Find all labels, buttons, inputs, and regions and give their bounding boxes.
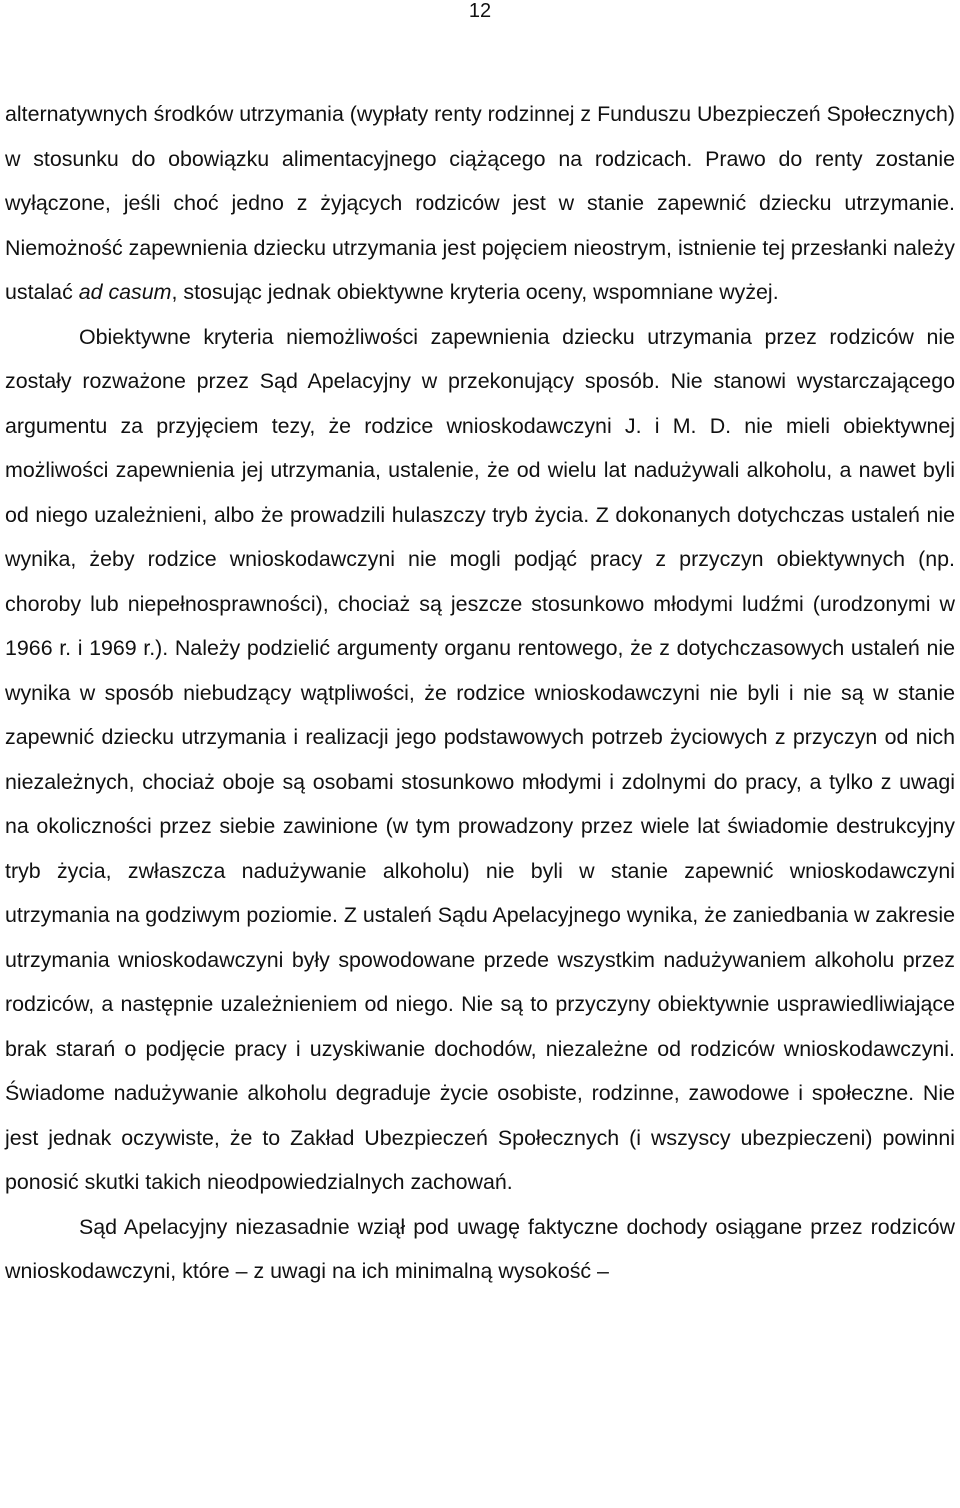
paragraph-1 — [5, 92, 955, 315]
document-body — [5, 92, 955, 1294]
paragraph-1-text-end: , stosując jednak obiektywne kryteria oceny, wspomniane wyżej. — [171, 280, 779, 304]
page-number: 12 — [468, 0, 492, 22]
latin-phrase: ad casum — [78, 280, 172, 304]
paragraph-1-text-start: alternatywnych środków utrzymania (wypłaty renty rodzinnej z Funduszu Ubezpieczeń Społecznych) w stosunku do obowiązku alimentacyjnego ciążącego na rodzicach. Prawo do renty zostanie wyłączone, jeśli choć jedno z żyjących rodziców jest w stanie zapewnić dziecku utrzymanie. Niemożność zapewnienia dziecku utrzymania jest pojęciem nieostrym, istnienie tej przesłanki należy ustalać — [5, 102, 955, 304]
paragraph-2: Obiektywne kryteria niemożliwości zapewnienia dziecku utrzymania przez rodziców nie zostały rozważone przez Sąd Apelacyjny w przekonujący sposób. Nie stanowi wystarczającego argumentu za przyjęciem tezy, że rodzice wnioskodawczyni J. i M. D. nie mieli obiektywnej możliwości zapewnienia jej utrzymania, ustalenie, że od wielu lat nadużywali alkoholu, a nawet byli od niego uzależnieni, albo że prowadzili hulaszczy tryb życia. Z dokonanych dotychczas ustaleń nie wynika, żeby rodzice wnioskodawczyni nie mogli podjąć pracy z przyczyn obiektywnych (np. choroby lub niepełnosprawności), chociaż są jeszcze stosunkowo młodymi ludźmi (urodzonymi w 1966 r. i 1969 r.). Należy podzielić argumenty organu rentowego, że z dotychczasowych ustaleń nie wynika w sposób niebudzący wątpliwości, że rodzice wnioskodawczyni nie byli i nie są w stanie zapewnić dziecku utrzymania i realizacji jego podstawowych potrzeb życiowych z przyczyn od nich niezależnych, chociaż oboje są osobami stosunkowo młodymi i zdolnymi do pracy, a tylko z uwagi na okoliczności przez siebie zawinione (w tym prowadzony przez wiele lat świadomie destrukcyjny tryb życia, zwłaszcza nadużywanie alkoholu) nie byli w stanie zapewnić wnioskodawczyni utrzymania na godziwym poziomie. Z ustaleń Sądu Apelacyjnego wynika, że zaniedbania w zakresie utrzymania wnioskodawczyni były spowodowane przede wszystkim nadużywaniem alkoholu przez rodziców, a następnie uzależnieniem od niego. Nie są to przyczyny obiektywnie usprawiedliwiające brak starań o podjęcie pracy i uzyskiwanie dochodów, niezależne od rodziców wnioskodawczyni. Świadome nadużywanie alkoholu degraduje życie osobiste, rodzinne, zawodowe i społeczne. Nie jest jednak oczywiste, że to Zakład Ubezpieczeń Społecznych (i wszyscy ubezpieczeni) powinni ponosić skutki takich nieodpowiedzialnych zachowań. — [5, 324, 956, 1194]
paragraph-3: Sąd Apelacyjny niezasadnie wziął pod uwagę faktyczne dochody osiągane przez rodziców wnioskodawczyni, które – z uwagi na ich minimalną wysokość – — [5, 1214, 955, 1283]
